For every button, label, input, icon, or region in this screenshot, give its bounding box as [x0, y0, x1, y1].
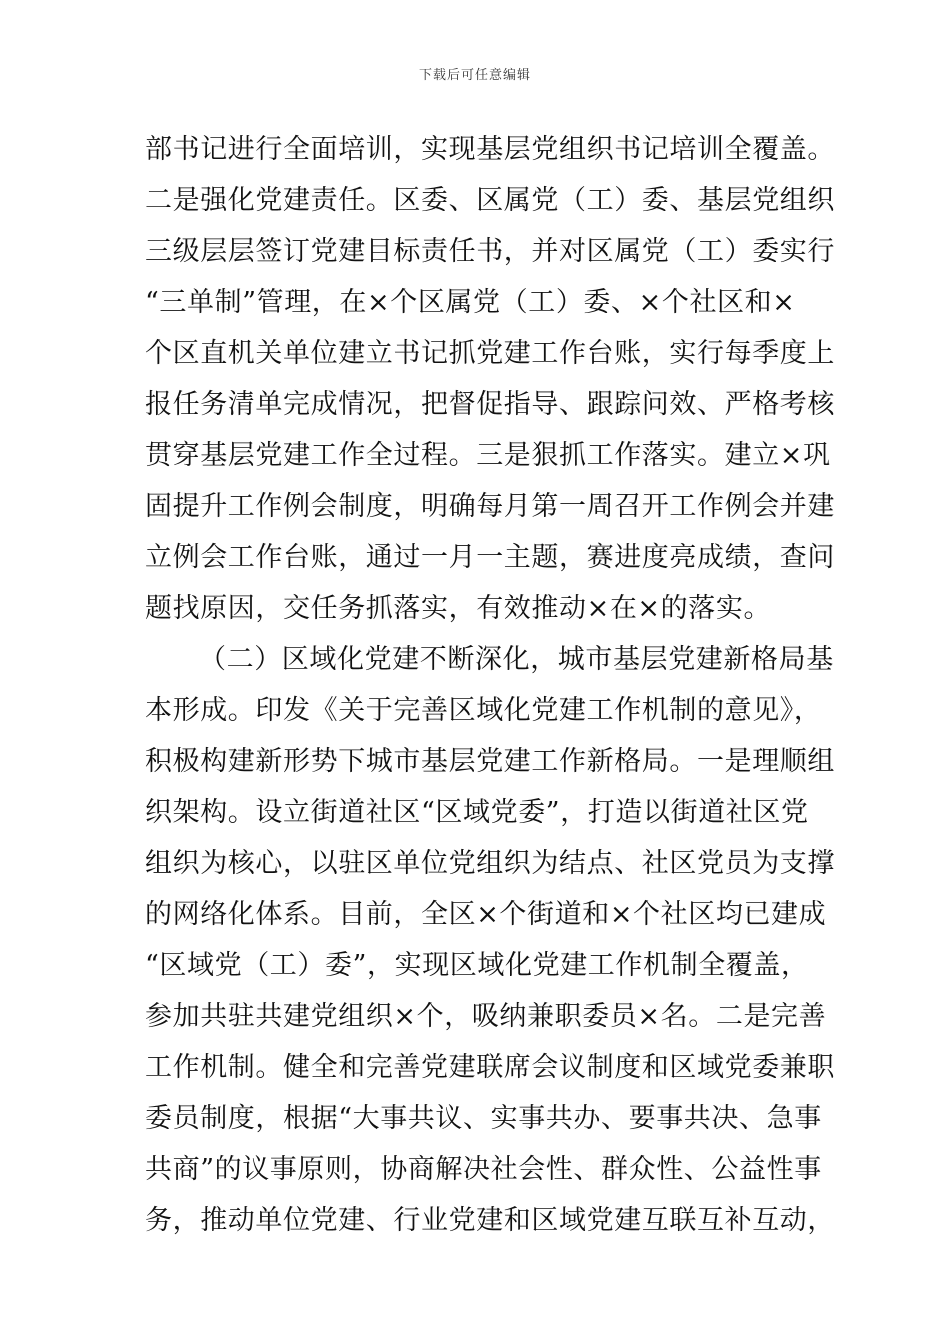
text-line-21: 共商”的议事原则，协商解决社会性、群众性、公益性事	[145, 1154, 822, 1185]
text-line-11: （二）区域化党建不断深化，城市基层党建新格局基	[199, 644, 834, 675]
text-line-1: 部书记进行全面培训，实现基层党组织书记培训全覆盖。	[145, 134, 835, 165]
text-line-8: 固提升工作例会制度，明确每月第一周召开工作例会并建	[145, 491, 835, 522]
text-line-15: 组织为核心，以驻区单位党组织为结点、社区党员为支撑	[145, 848, 835, 879]
text-line-20: 委员制度，根据“大事共议、实事共办、要事共决、急事	[145, 1103, 822, 1134]
text-line-9: 立例会工作台账，通过一月一主题，赛进度亮成绩，查问	[145, 542, 835, 573]
text-line-3: 三级层层签订党建目标责任书，并对区属党（工）委实行	[145, 236, 835, 267]
text-line-5: 个区直机关单位建立书记抓党建工作台账，实行每季度上	[145, 338, 835, 369]
text-line-17: “区域党（工）委”，实现区域化党建工作机制全覆盖，	[145, 950, 809, 981]
text-line-2: 二是强化党建责任。区委、区属党（工）委、基层党组织	[145, 185, 835, 216]
text-line-14: 织架构。设立街道社区“区域党委”，打造以街道社区党	[145, 797, 809, 828]
text-line-4: “三单制”管理，在×个区属党（工）委、×个社区和×	[145, 287, 796, 318]
text-line-19: 工作机制。健全和完善党建联席会议制度和区域党委兼职	[145, 1052, 835, 1083]
text-line-6: 报任务清单完成情况，把督促指导、跟踪问效、严格考核	[145, 389, 835, 420]
text-line-22: 务，推动单位党建、行业党建和区域党建互联互补互动，	[145, 1205, 835, 1236]
text-line-18: 参加共驻共建党组织×个，吸纳兼职委员×名。二是完善	[145, 1001, 827, 1032]
text-line-7: 贯穿基层党建工作全过程。三是狠抓工作落实。建立×巩	[145, 440, 831, 471]
text-line-10: 题找原因，交任务抓落实，有效推动×在×的落实。	[145, 593, 772, 624]
document-body	[145, 124, 835, 1246]
text-line-13: 积极构建新形势下城市基层党建工作新格局。一是理顺组	[145, 746, 835, 777]
page-header: 下载后可任意编辑	[418, 68, 531, 83]
text-line-12: 本形成。印发《关于完善区域化党建工作机制的意见》，	[145, 695, 822, 726]
text-line-16: 的网络化体系。目前，全区×个街道和×个社区均已建成	[145, 899, 827, 930]
